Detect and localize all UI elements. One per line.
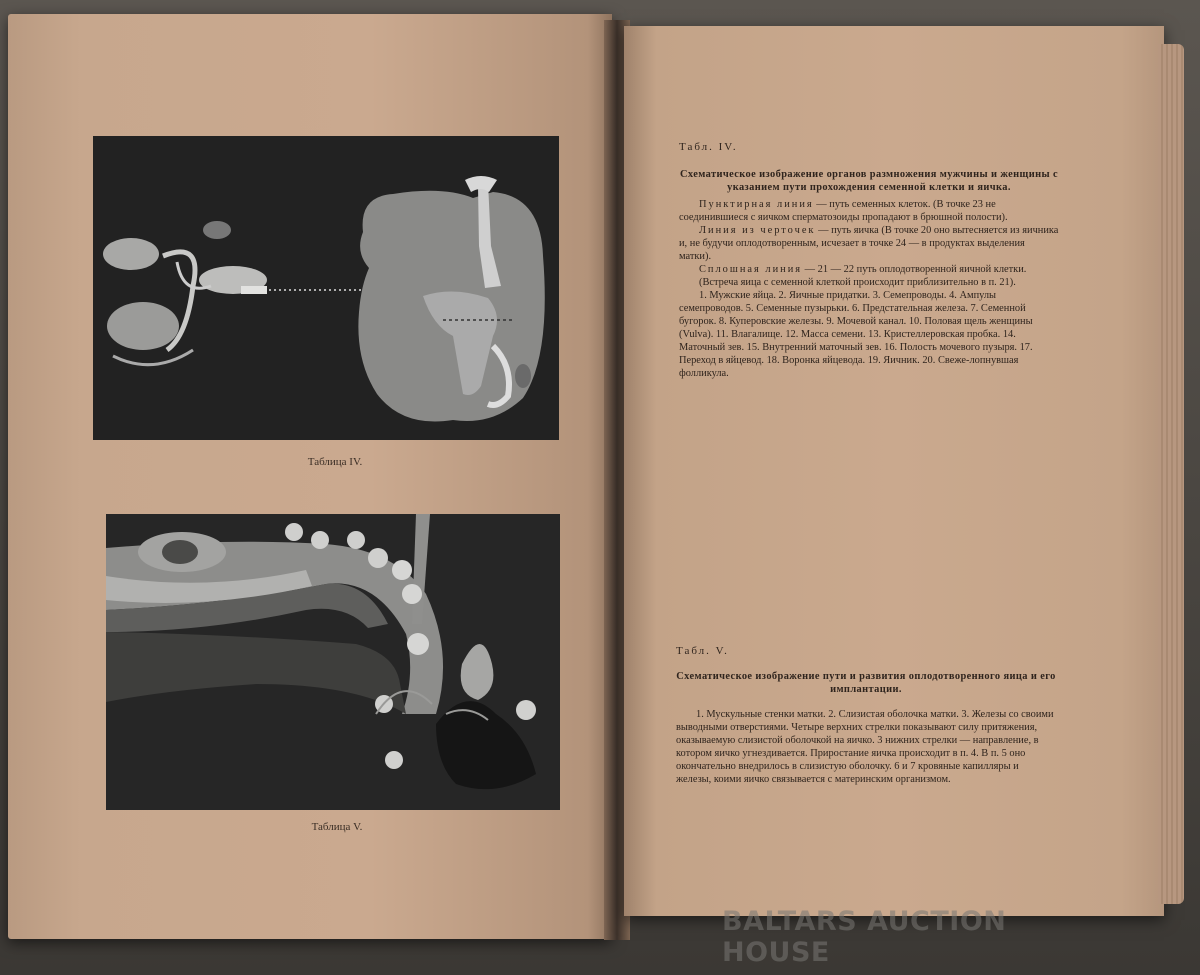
dotted-line-paragraph [679, 198, 1059, 224]
dash-line-paragraph [679, 224, 1059, 263]
dotted-line-text: — путь семенных клеток. (В точке 23 не соединившиеся с яичком сперматозоиды пропадают в брюшной полости). [679, 199, 1008, 223]
table-iv-label: Табл. IV. [679, 141, 738, 153]
dotted-line-term: Пунктирная линия [699, 199, 814, 210]
table-iv-title: Схематическое изображение органов размножения мужчины и женщины с указанием пути прохождения семенной клетки и яичка. [679, 169, 1059, 193]
auction-watermark: BALTARS AUCTION HOUSE [722, 906, 1007, 968]
table-iv-legend: 1. Мужские яйца. 2. Яичные придатки. 3. Семепроводы. 4. Ампулы семепроводов. 5. Семенные пузырьки. 6. Предстательная железа. 7. Семенной бугорок. 8. Куперовские железы. 9. Мочевой канал. 10. Половая щель женщины (Vulva). 11. Влагалище. 12. Масса семени. 13. Кристеллеровская пробка. 14. Маточный зев. 15. Внутренний маточный зев. 16. Полость мочевого пузыря. 17. Переход в яйцевод. 18. Воронка яйцевода. 19. Яичник. 20. Свеже-лопнувшая фолликула. [679, 290, 1033, 379]
table-v-title: Схематическое изображение пути и развития оплодотворенного яица и его имплантации. [676, 671, 1056, 695]
solid-line-text: — 21 — 22 путь оплодотворенной яичной клетки. [802, 264, 1027, 275]
table-iv-section [679, 141, 1059, 380]
dash-line-term: Линия из черточек [699, 225, 816, 236]
page-edges [1158, 44, 1184, 904]
table-v-section [676, 645, 1056, 786]
plate-v-caption: Таблица V. [311, 821, 363, 833]
table-v-body: 1. Мускульные стенки матки. 2. Слизистая оболочка матки. 3. Железы со своими выводными отверстиями. Четыре верхних стрелки показывают силу притяжения, оказываемую слизистой оболочкой на яичко. 3 нижних стрелки — направление, в котором яичко угнездивается. Приростание яичка происходит в п. 4. В п. 5 оно окончательно внедрилось в слизистую оболочку. 6 и 7 кровяные капилляры и железы, коими яичко связывается с материнским организмом. [676, 709, 1054, 785]
plate-v-illustration [106, 514, 560, 810]
plate-iv-caption: Таблица IV. [307, 456, 363, 468]
solid-line-term: Сплошная линия [699, 264, 803, 275]
dash-line-text: — путь яичка (В точке 20 оно вытесняется из яичника и, не будучи оплодотворенным, исчезает в точке 24 — в продуктах выделения матки). [679, 225, 1059, 262]
solid-line-paragraph [679, 263, 1059, 276]
table-v-label: Табл. V. [676, 645, 729, 657]
plate-iv-illustration [93, 136, 559, 440]
meeting-note: (Встреча яица с семенной клеткой происходит приблизительно в п. 21). [699, 277, 1016, 288]
